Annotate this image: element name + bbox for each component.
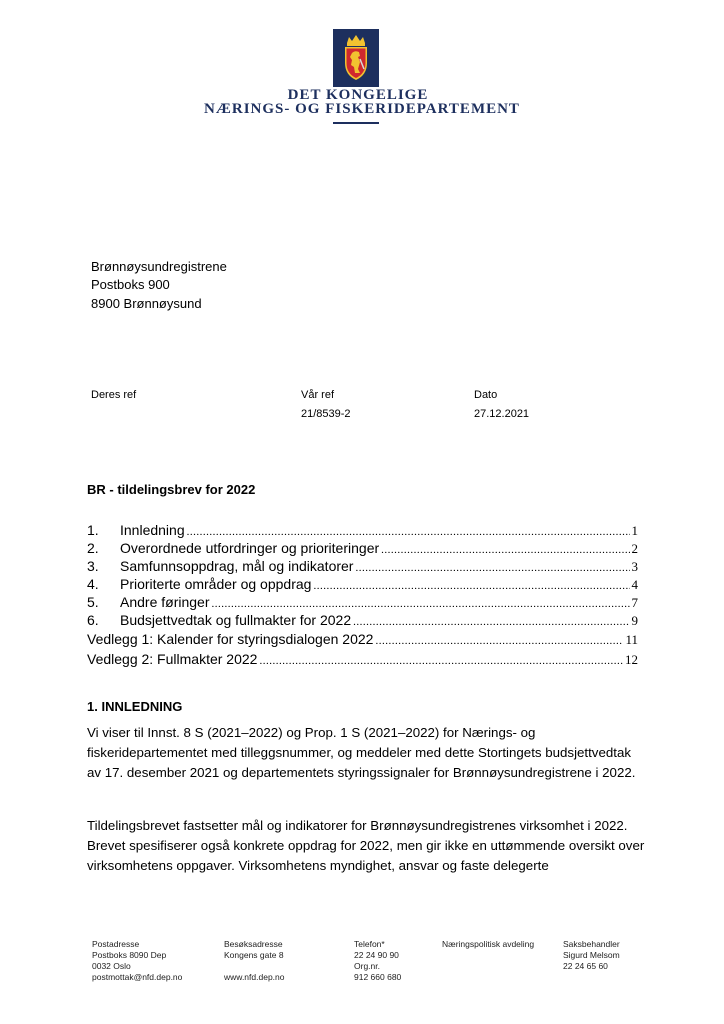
toc-page-number: 4 xyxy=(631,577,638,592)
toc-title: Budsjettvedtak og fullmakter for 2022 xyxy=(120,612,352,628)
footer-department-label: Næringspolitisk avdeling xyxy=(442,939,535,949)
toc-entry-vedlegg-2[interactable] xyxy=(87,651,638,669)
toc-title: Overordnede utfordringer og prioriteringer xyxy=(120,540,380,556)
toc-title: Vedlegg 2: Fullmakter 2022 xyxy=(87,651,258,667)
toc-number: 2. xyxy=(87,540,99,556)
footer-phone-number: 22 24 90 90 xyxy=(354,950,399,960)
toc-page-number: 9 xyxy=(631,613,638,628)
toc-leader-dots xyxy=(313,580,629,592)
toc-number: 4. xyxy=(87,576,99,592)
footer-case-handler xyxy=(563,939,620,972)
toc-entry-innledning[interactable] xyxy=(87,522,638,540)
toc-leader-dots xyxy=(187,526,630,538)
recipient-postcode-city: 8900 Brønnøysund xyxy=(91,296,202,311)
toc-title: Andre føringer xyxy=(120,594,210,610)
body-paragraph-2: Tildelingsbrevet fastsetter mål og indikatorer for Brønnøysundregistrenes virksomhet i 2022. Brevet spesifiserer også konkrete oppdrag for 2022, men gir ikke en uttømmende oversikt over virksomhetens oppgaver. Virksomhetens myndighet, ansvar og faste delegerte xyxy=(87,818,645,873)
letter-subject: BR - tildelingsbrev for 2022 xyxy=(87,482,256,497)
toc-leader-dots xyxy=(375,635,623,647)
toc-number: 5. xyxy=(87,594,99,610)
toc-title: Samfunnsoppdrag, mål og indikatorer xyxy=(120,558,354,574)
toc-title: Vedlegg 1: Kalender for styringsdialogen 2022 xyxy=(87,631,374,647)
toc-leader-dots xyxy=(355,562,629,574)
toc-entry-samfunnsoppdrag[interactable] xyxy=(87,558,638,576)
footer-handler-name: Sigurd Melsom xyxy=(563,950,620,960)
footer-postal-address xyxy=(92,939,182,983)
footer-orgnr-label: Org.nr. xyxy=(354,961,380,971)
section-heading-innledning: 1. INNLEDNING xyxy=(87,699,183,714)
footer-visit-line xyxy=(224,961,284,972)
footer-website: www.nfd.dep.no xyxy=(224,972,285,982)
toc-title: Innledning xyxy=(120,522,185,538)
toc-number: 6. xyxy=(87,612,99,628)
ministry-name-line-2: NÆRINGS- OG FISKERIDEPARTEMENT xyxy=(204,101,520,117)
toc-page-number: 2 xyxy=(631,541,638,556)
footer-handler-phone: 22 24 65 60 xyxy=(563,961,608,971)
toc-title: Prioriterte områder og oppdrag xyxy=(120,576,312,592)
footer-postal-line: 0032 Oslo xyxy=(92,961,131,971)
footer-postal-line: Postboks 8090 Dep xyxy=(92,950,167,960)
our-ref-value: 21/8539-2 xyxy=(301,408,351,420)
toc-page-number: 11 xyxy=(625,632,638,647)
footer-visit-line: Kongens gate 8 xyxy=(224,950,284,960)
letterhead-rule xyxy=(333,122,379,124)
footer-phone-label: Telefon* xyxy=(354,939,385,949)
toc-entry-vedlegg-1[interactable] xyxy=(87,631,638,649)
toc-number: 1. xyxy=(87,522,99,538)
toc-leader-dots xyxy=(259,655,623,667)
ministry-name-line-1: DET KONGELIGE xyxy=(287,87,429,103)
toc-entry-andre-foringer[interactable] xyxy=(87,594,638,612)
recipient-name: Brønnøysundregistrene xyxy=(91,259,227,274)
footer-handler-label: Saksbehandler xyxy=(563,939,620,949)
toc-leader-dots xyxy=(353,616,629,628)
body-paragraph-1: Vi viser til Innst. 8 S (2021–2022) og Prop. 1 S (2021–2022) for Nærings- og fiskeridepartementet med tilleggsnummer, og meddeler med dette Stortingets budsjettvedtak av 17. desember 2021 og departementets styringssignaler for Brønnøysundregistrene i 2022. xyxy=(87,725,636,780)
footer-orgnr-value: 912 660 680 xyxy=(354,972,402,982)
footer-phone xyxy=(354,939,401,983)
toc-page-number: 7 xyxy=(631,595,638,610)
toc-page-number: 1 xyxy=(631,523,638,538)
footer-visiting-address xyxy=(224,939,284,983)
toc-number: 3. xyxy=(87,558,99,574)
footer-department xyxy=(442,939,534,950)
footer-visit-label: Besøksadresse xyxy=(224,939,283,949)
toc-entry-prioriterte-omrader[interactable] xyxy=(87,576,638,594)
norwegian-coat-of-arms-icon xyxy=(333,29,379,87)
recipient-postbox: Postboks 900 xyxy=(91,277,170,292)
toc-leader-dots xyxy=(381,544,629,556)
toc-entry-utfordringer[interactable] xyxy=(87,540,638,558)
our-ref-label: Vår ref xyxy=(301,389,335,401)
footer-email: postmottak@nfd.dep.no xyxy=(92,972,183,982)
footer-postal-label: Postadresse xyxy=(92,939,140,949)
toc-page-number: 12 xyxy=(625,652,638,667)
date-value: 27.12.2021 xyxy=(474,408,530,420)
toc-entry-budsjettvedtak[interactable] xyxy=(87,612,638,630)
toc-page-number: 3 xyxy=(631,559,638,574)
your-ref-label: Deres ref xyxy=(91,389,137,401)
toc-leader-dots xyxy=(211,598,629,610)
date-label: Dato xyxy=(474,389,498,401)
